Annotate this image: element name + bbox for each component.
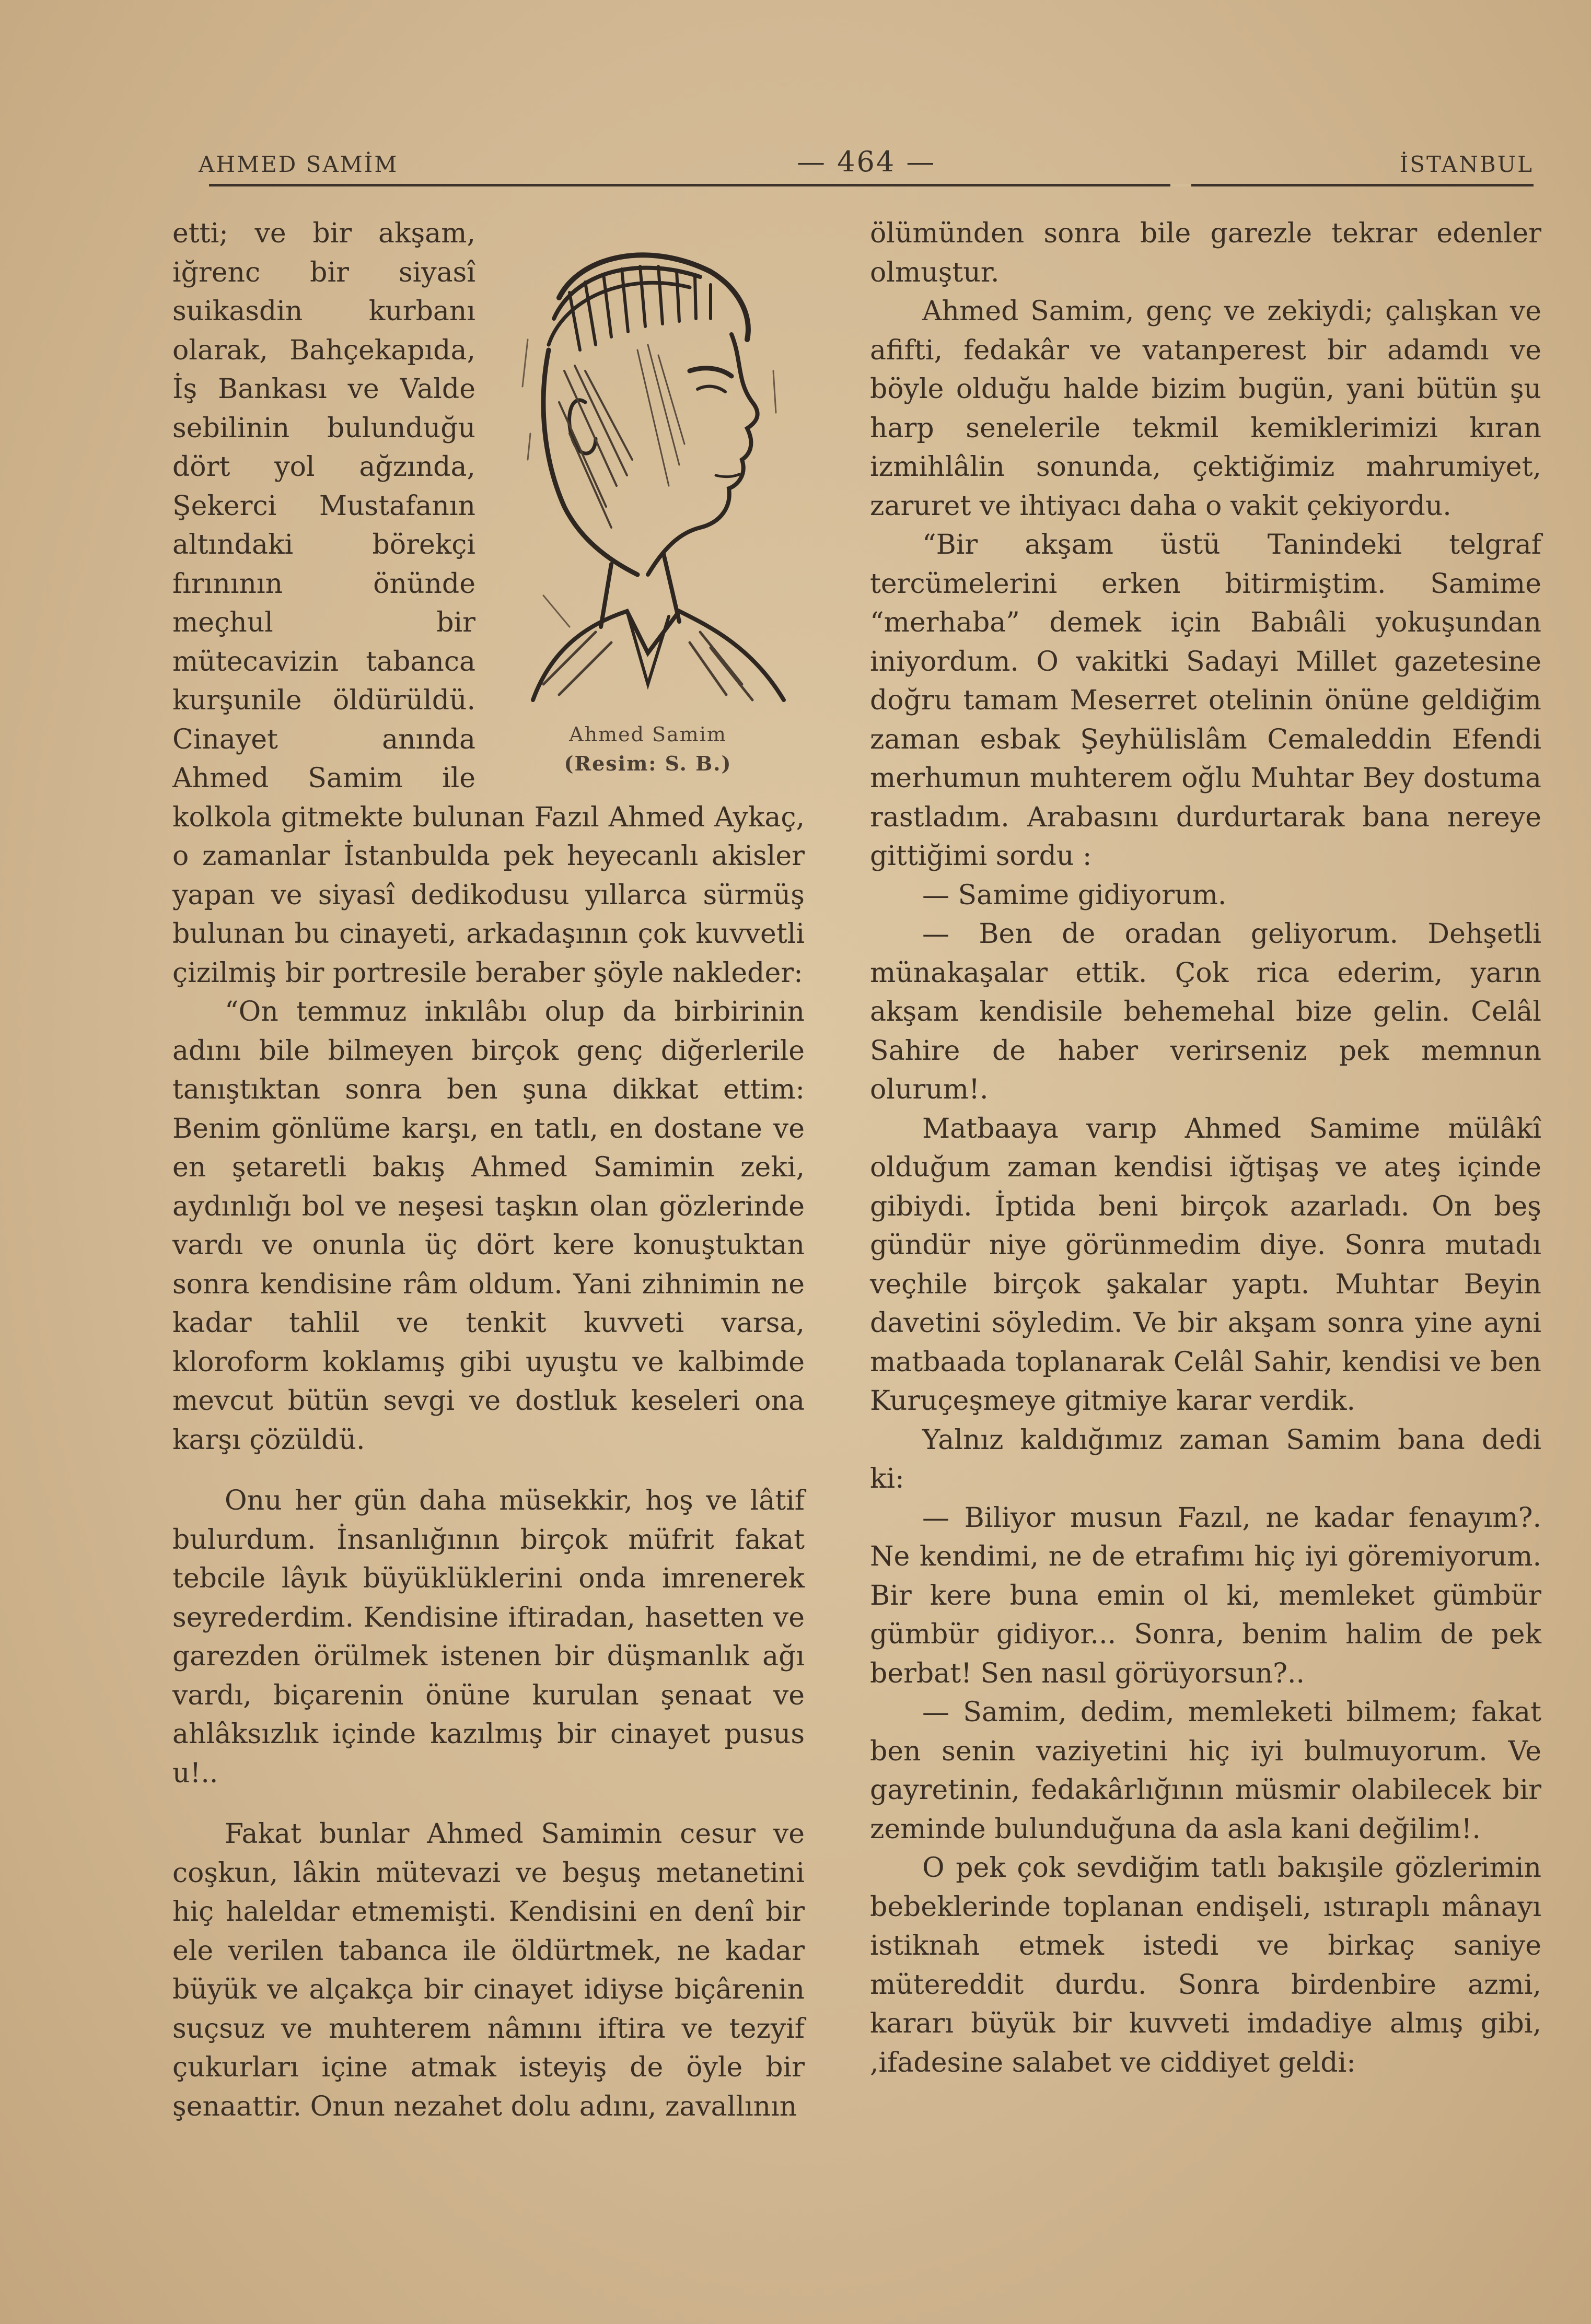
header-rule [209,184,1534,186]
running-head-title: İSTANBUL [1399,151,1534,177]
paragraph: Yalnız kaldığımız zaman Samim bana dedi ki: [870,1424,1541,1494]
dialogue-line: — Samime gidiyorum. [922,879,1227,911]
portrait-caption [491,720,805,778]
paragraph: Ahmed Samim, genç ve zekiydi; çalışkan ve afifti, fedakâr ve vatanperest bir adamdı ve böyle olduğu halde bizim bugün, yani bütün şu harp senelerile tekmil kemiklerimizi kıran izmihlâlin sonunda, çektiğimiz mahrumiyet, zaruret ve ihtiyacı daha o vakit çekiyordu. [870,296,1541,522]
paragraph: Matbaaya varıp Ahmed Samime mülâkî olduğum zaman kendisi iğtişaş ve ateş içinde gibiydi. İptida beni birçok azarladı. On beş gündür niye görünmedim diye. Sonra mutadı veçhile birçok şakalar yaptı. Muhtar Beyin davetini söyledim. Ve bir akşam sonra yine ayni matbaada toplanarak Celâl Sahir, kendisi ve ben Kuruçeşmeye gitmiye karar verdik. [870,1113,1541,1417]
dialogue-line: — Samim, dedim, memleketi bilmem; fakat ben senin vaziyetini hiç iyi bulmuyorum. Ve gayretinin, fedakârlığının müsmir olabilecek bir zeminde bulunduğuna da asla kani değilim!. [870,1697,1541,1845]
paragraph: “On temmuz inkılâbı olup da birbirinin adını bile bilmeyen birçok genç diğerlerile tanıştıktan sonra ben şuna dikkat ettim: Benim gönlüme karşı, en tatlı, en dostane ve en şetaretli bakış Ahmed Samimin zeki, aydınlığı bol ve neşesi taşkın olan gözlerinde vardı ve onunla üç dört kere konuştuktan sonra kendisine râm oldum. Yani zihnimin ne kadar tahlil ve tenkit kuvveti varsa, kloroform koklamış gibi uyuştu ve kalbimde mevcut bütün sevgi ve dostluk keseleri ona karşı çözüldü. [172,996,805,1456]
dialogue-line: — Biliyor musun Fazıl, ne kadar fenayım?. Ne kendimi, ne de etrafımı hiç iyi göremiyorum. Bir kere buna emin ol ki, memleket gümbür gümbür gidiyor... Sonra, benim halim de pek berbat! Sen nasıl görüyorsun?.. [870,1502,1541,1689]
dialogue-line: — Ben de oradan geliyorum. Dehşetli münakaşalar ettik. Çok rica ederim, yarın akşam kendisile behemehal bize gelin. Celâl Sahire de haber verirseniz pek memnun olurum!. [870,918,1541,1105]
portrait-sketch [491,214,805,716]
left-column [172,214,805,2126]
caption-name: Ahmed Samim [569,723,727,746]
paragraph: O pek çok sevdiğim tatlı bakışile gözlerimin bebeklerinde toplanan endişeli, ıstıraplı mânayı istiknah etmek istedi ve birkaç saniye mütereddit durdu. Sonra birdenbire azmi, kararı büyük bir kuvveti imdadiye almış gibi, ,ifadesine salabet ve ciddiyet geldi: [870,1852,1541,2078]
right-column [870,214,1541,2082]
caption-credit: (Resim: S. B.) [564,752,732,775]
paragraph: Fakat bunlar Ahmed Samimin cesur ve coşkun, lâkin mütevazi ve beşuş metanetini hiç haleldar etmemişti. Kendisini en denî bir ele verilen tabanca ile öldürtmek, ne kadar büyük ve alçakça bir cinayet idiyse biçârenin suçsuz ve muhterem nâmını iftira ve tezyif çukurları içine atmak isteyiş de öyle bir şenaattir. Onun nezahet dolu adını, zavallının [172,1818,805,2122]
page-header [199,141,1534,188]
paragraph: Onu her gün daha müsekkir, hoş ve lâtif bulurdum. İnsanlığının birçok müfrit fakat tebcile lâyık büyüklüklerini onda imrenerek seyrederdim. Kendisine iftiradan, hasetten ve garezden örülmek istenen bir düşmanlık ağı vardı, biçarenin önüne kurulan şenaat ve ahlâksızlık içinde kazılmış bir cinayet pusus u!.. [172,1485,805,1789]
paragraph: ölümünden sonra bile garezle tekrar edenler olmuştur. [870,218,1541,288]
page-number: — 464 — [797,145,936,178]
paragraph: “Bir akşam üstü Tanindeki telgraf tercümelerini erken bitirmiştim. Samime “merhaba” demek için Babıâli yokuşundan iniyordum. O vakitki Sadayi Millet gazetesine doğru tamam Meserret otelinin önüne geldiğim zaman esbak Şeyhülislâm Cemaleddin Efendi merhumun muhterem oğlu Muhtar Bey dostuma rastladım. Arabasını durdurtarak bana nereye gittiğimi sordu : [870,529,1541,872]
running-head-author: AHMED SAMİM [199,151,399,177]
paragraph: etti; ve bir akşam, iğrenc bir siyasî suikasdin kurbanı olarak, Bahçekapıda, İş Bankası ve Valde sebilinin bulunduğu dört yol ağzında, Şekerci Mustafanın altındaki börekçi fırınının önünde meçhul bir mütecavizin tabanca kurşunile öldürüldü. Cinayet anında Ahmed Samim ile kolkola gitmekte bulunan Fazıl Ahmed Aykaç, o zamanlar İstanbulda pek heyecanlı akisler yapan ve siyasî dedikodusu yıllarca sürmüş bulunan bu cinayeti, arkadaşının çok kuvvetli çizilmiş bir portresile beraber şöyle nakleder: [172,218,805,989]
portrait-figure [491,214,805,794]
